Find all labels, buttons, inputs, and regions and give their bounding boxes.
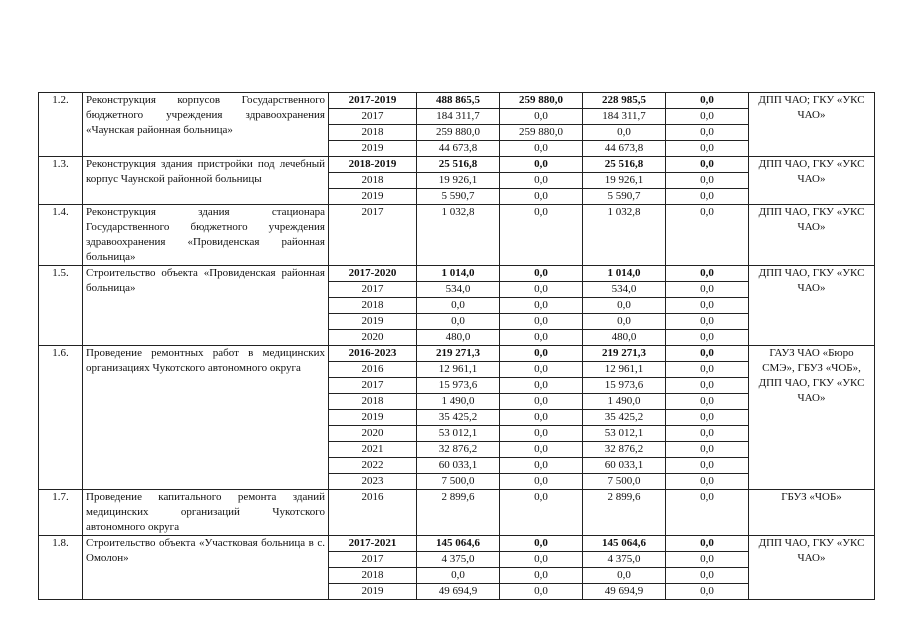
period-cell: 2016 bbox=[329, 490, 417, 536]
federal-budget-cell: 0,0 bbox=[500, 552, 583, 568]
period-cell: 2022 bbox=[329, 458, 417, 474]
period-cell: 2018 bbox=[329, 568, 417, 584]
activity-name: Реконструкция здания пристройки под лечебный корпус Чаунской районной больницы bbox=[83, 157, 329, 205]
regional-budget-cell: 19 926,1 bbox=[583, 173, 666, 189]
period-cell: 2020 bbox=[329, 330, 417, 346]
period-cell: 2019 bbox=[329, 584, 417, 600]
regional-budget-cell: 60 033,1 bbox=[583, 458, 666, 474]
regional-budget-cell: 0,0 bbox=[583, 568, 666, 584]
total-amount-cell: 5 590,7 bbox=[417, 189, 500, 205]
total-amount-cell: 259 880,0 bbox=[417, 125, 500, 141]
period-cell: 2017 bbox=[329, 552, 417, 568]
responsible-executor: ГБУЗ «ЧОБ» bbox=[749, 490, 875, 536]
activity-name: Реконструкция корпусов Государственного бюджетного учреждения здравоохранения «Чаунская районная больница» bbox=[83, 93, 329, 157]
other-sources-cell: 0,0 bbox=[666, 282, 749, 298]
regional-budget-cell: 44 673,8 bbox=[583, 141, 666, 157]
other-sources-cell: 0,0 bbox=[666, 362, 749, 378]
federal-budget-cell: 0,0 bbox=[500, 474, 583, 490]
federal-budget-cell: 0,0 bbox=[500, 426, 583, 442]
federal-budget-cell: 0,0 bbox=[500, 330, 583, 346]
regional-budget-cell: 0,0 bbox=[583, 314, 666, 330]
total-amount-cell: 184 311,7 bbox=[417, 109, 500, 125]
period-cell: 2020 bbox=[329, 426, 417, 442]
total-amount-cell: 0,0 bbox=[417, 568, 500, 584]
period-cell: 2017 bbox=[329, 205, 417, 266]
other-sources-cell: 0,0 bbox=[666, 426, 749, 442]
total-amount-cell: 7 500,0 bbox=[417, 474, 500, 490]
other-sources-cell: 0,0 bbox=[666, 410, 749, 426]
table-row bbox=[39, 490, 875, 536]
other-sources-cell: 0,0 bbox=[666, 93, 749, 109]
responsible-executor: ДПП ЧАО, ГКУ «УКС ЧАО» bbox=[749, 266, 875, 346]
federal-budget-cell: 259 880,0 bbox=[500, 125, 583, 141]
table-row bbox=[39, 266, 875, 282]
period-cell: 2016-2023 bbox=[329, 346, 417, 362]
activity-name: Проведение ремонтных работ в медицинских организациях Чукотского автономного округа bbox=[83, 346, 329, 490]
other-sources-cell: 0,0 bbox=[666, 141, 749, 157]
other-sources-cell: 0,0 bbox=[666, 125, 749, 141]
federal-budget-cell: 0,0 bbox=[500, 298, 583, 314]
federal-budget-cell: 0,0 bbox=[500, 157, 583, 173]
document-page bbox=[38, 92, 874, 600]
period-cell: 2017 bbox=[329, 109, 417, 125]
responsible-executor: ДПП ЧАО, ГКУ «УКС ЧАО» bbox=[749, 157, 875, 205]
federal-budget-cell: 0,0 bbox=[500, 362, 583, 378]
regional-budget-cell: 1 032,8 bbox=[583, 205, 666, 266]
table-row bbox=[39, 93, 875, 109]
federal-budget-cell: 0,0 bbox=[500, 568, 583, 584]
regional-budget-cell: 480,0 bbox=[583, 330, 666, 346]
total-amount-cell: 12 961,1 bbox=[417, 362, 500, 378]
federal-budget-cell: 0,0 bbox=[500, 536, 583, 552]
total-amount-cell: 32 876,2 bbox=[417, 442, 500, 458]
total-amount-cell: 1 014,0 bbox=[417, 266, 500, 282]
total-amount-cell: 25 516,8 bbox=[417, 157, 500, 173]
table-row bbox=[39, 205, 875, 266]
regional-budget-cell: 1 490,0 bbox=[583, 394, 666, 410]
regional-budget-cell: 7 500,0 bbox=[583, 474, 666, 490]
other-sources-cell: 0,0 bbox=[666, 205, 749, 266]
federal-budget-cell: 0,0 bbox=[500, 205, 583, 266]
regional-budget-cell: 49 694,9 bbox=[583, 584, 666, 600]
federal-budget-cell: 0,0 bbox=[500, 266, 583, 282]
total-amount-cell: 4 375,0 bbox=[417, 552, 500, 568]
item-number: 1.2. bbox=[39, 93, 83, 157]
program-activities-table bbox=[38, 92, 875, 600]
total-amount-cell: 0,0 bbox=[417, 298, 500, 314]
federal-budget-cell: 0,0 bbox=[500, 109, 583, 125]
regional-budget-cell: 53 012,1 bbox=[583, 426, 666, 442]
total-amount-cell: 0,0 bbox=[417, 314, 500, 330]
period-cell: 2019 bbox=[329, 189, 417, 205]
regional-budget-cell: 228 985,5 bbox=[583, 93, 666, 109]
federal-budget-cell: 0,0 bbox=[500, 490, 583, 536]
responsible-executor: ДПП ЧАО, ГКУ «УКС ЧАО» bbox=[749, 536, 875, 600]
item-number: 1.5. bbox=[39, 266, 83, 346]
regional-budget-cell: 145 064,6 bbox=[583, 536, 666, 552]
total-amount-cell: 44 673,8 bbox=[417, 141, 500, 157]
responsible-executor: ГАУЗ ЧАО «Бюро СМЭ», ГБУЗ «ЧОБ», ДПП ЧАО, ГКУ «УКС ЧАО» bbox=[749, 346, 875, 490]
regional-budget-cell: 32 876,2 bbox=[583, 442, 666, 458]
total-amount-cell: 219 271,3 bbox=[417, 346, 500, 362]
regional-budget-cell: 15 973,6 bbox=[583, 378, 666, 394]
other-sources-cell: 0,0 bbox=[666, 346, 749, 362]
period-cell: 2017 bbox=[329, 378, 417, 394]
total-amount-cell: 2 899,6 bbox=[417, 490, 500, 536]
table-body bbox=[39, 93, 875, 600]
item-number: 1.7. bbox=[39, 490, 83, 536]
other-sources-cell: 0,0 bbox=[666, 568, 749, 584]
total-amount-cell: 480,0 bbox=[417, 330, 500, 346]
regional-budget-cell: 12 961,1 bbox=[583, 362, 666, 378]
regional-budget-cell: 1 014,0 bbox=[583, 266, 666, 282]
regional-budget-cell: 534,0 bbox=[583, 282, 666, 298]
regional-budget-cell: 5 590,7 bbox=[583, 189, 666, 205]
federal-budget-cell: 0,0 bbox=[500, 189, 583, 205]
responsible-executor: ДПП ЧАО, ГКУ «УКС ЧАО» bbox=[749, 205, 875, 266]
activity-name: Реконструкция здания стационара Государственного бюджетного учреждения здравоохранения «Провиденская районная больница» bbox=[83, 205, 329, 266]
period-cell: 2018 bbox=[329, 394, 417, 410]
responsible-executor: ДПП ЧАО; ГКУ «УКС ЧАО» bbox=[749, 93, 875, 157]
other-sources-cell: 0,0 bbox=[666, 173, 749, 189]
federal-budget-cell: 0,0 bbox=[500, 346, 583, 362]
other-sources-cell: 0,0 bbox=[666, 474, 749, 490]
table-row bbox=[39, 536, 875, 552]
item-number: 1.4. bbox=[39, 205, 83, 266]
regional-budget-cell: 219 271,3 bbox=[583, 346, 666, 362]
total-amount-cell: 1 032,8 bbox=[417, 205, 500, 266]
federal-budget-cell: 0,0 bbox=[500, 282, 583, 298]
other-sources-cell: 0,0 bbox=[666, 378, 749, 394]
activity-name: Строительство объекта «Провиденская районная больница» bbox=[83, 266, 329, 346]
regional-budget-cell: 184 311,7 bbox=[583, 109, 666, 125]
period-cell: 2016 bbox=[329, 362, 417, 378]
total-amount-cell: 60 033,1 bbox=[417, 458, 500, 474]
item-number: 1.6. bbox=[39, 346, 83, 490]
total-amount-cell: 488 865,5 bbox=[417, 93, 500, 109]
federal-budget-cell: 0,0 bbox=[500, 584, 583, 600]
other-sources-cell: 0,0 bbox=[666, 314, 749, 330]
regional-budget-cell: 0,0 bbox=[583, 125, 666, 141]
other-sources-cell: 0,0 bbox=[666, 298, 749, 314]
total-amount-cell: 19 926,1 bbox=[417, 173, 500, 189]
total-amount-cell: 1 490,0 bbox=[417, 394, 500, 410]
other-sources-cell: 0,0 bbox=[666, 266, 749, 282]
total-amount-cell: 49 694,9 bbox=[417, 584, 500, 600]
regional-budget-cell: 35 425,2 bbox=[583, 410, 666, 426]
activity-name: Строительство объекта «Участковая больница в с. Омолон» bbox=[83, 536, 329, 600]
period-cell: 2023 bbox=[329, 474, 417, 490]
federal-budget-cell: 0,0 bbox=[500, 410, 583, 426]
other-sources-cell: 0,0 bbox=[666, 394, 749, 410]
total-amount-cell: 145 064,6 bbox=[417, 536, 500, 552]
total-amount-cell: 534,0 bbox=[417, 282, 500, 298]
federal-budget-cell: 0,0 bbox=[500, 378, 583, 394]
period-cell: 2019 bbox=[329, 410, 417, 426]
other-sources-cell: 0,0 bbox=[666, 536, 749, 552]
period-cell: 2018-2019 bbox=[329, 157, 417, 173]
period-cell: 2017-2019 bbox=[329, 93, 417, 109]
item-number: 1.3. bbox=[39, 157, 83, 205]
other-sources-cell: 0,0 bbox=[666, 490, 749, 536]
federal-budget-cell: 0,0 bbox=[500, 314, 583, 330]
federal-budget-cell: 0,0 bbox=[500, 394, 583, 410]
other-sources-cell: 0,0 bbox=[666, 189, 749, 205]
period-cell: 2018 bbox=[329, 298, 417, 314]
period-cell: 2017 bbox=[329, 282, 417, 298]
other-sources-cell: 0,0 bbox=[666, 584, 749, 600]
table-row bbox=[39, 157, 875, 173]
other-sources-cell: 0,0 bbox=[666, 109, 749, 125]
federal-budget-cell: 259 880,0 bbox=[500, 93, 583, 109]
period-cell: 2018 bbox=[329, 125, 417, 141]
federal-budget-cell: 0,0 bbox=[500, 141, 583, 157]
period-cell: 2019 bbox=[329, 314, 417, 330]
period-cell: 2017-2020 bbox=[329, 266, 417, 282]
regional-budget-cell: 4 375,0 bbox=[583, 552, 666, 568]
period-cell: 2019 bbox=[329, 141, 417, 157]
federal-budget-cell: 0,0 bbox=[500, 458, 583, 474]
period-cell: 2017-2021 bbox=[329, 536, 417, 552]
regional-budget-cell: 2 899,6 bbox=[583, 490, 666, 536]
federal-budget-cell: 0,0 bbox=[500, 442, 583, 458]
period-cell: 2018 bbox=[329, 173, 417, 189]
other-sources-cell: 0,0 bbox=[666, 157, 749, 173]
other-sources-cell: 0,0 bbox=[666, 442, 749, 458]
other-sources-cell: 0,0 bbox=[666, 330, 749, 346]
regional-budget-cell: 25 516,8 bbox=[583, 157, 666, 173]
other-sources-cell: 0,0 bbox=[666, 458, 749, 474]
total-amount-cell: 35 425,2 bbox=[417, 410, 500, 426]
total-amount-cell: 53 012,1 bbox=[417, 426, 500, 442]
period-cell: 2021 bbox=[329, 442, 417, 458]
other-sources-cell: 0,0 bbox=[666, 552, 749, 568]
item-number: 1.8. bbox=[39, 536, 83, 600]
total-amount-cell: 15 973,6 bbox=[417, 378, 500, 394]
federal-budget-cell: 0,0 bbox=[500, 173, 583, 189]
regional-budget-cell: 0,0 bbox=[583, 298, 666, 314]
activity-name: Проведение капитального ремонта зданий медицинских организаций Чукотского автономного округа bbox=[83, 490, 329, 536]
table-row bbox=[39, 346, 875, 362]
